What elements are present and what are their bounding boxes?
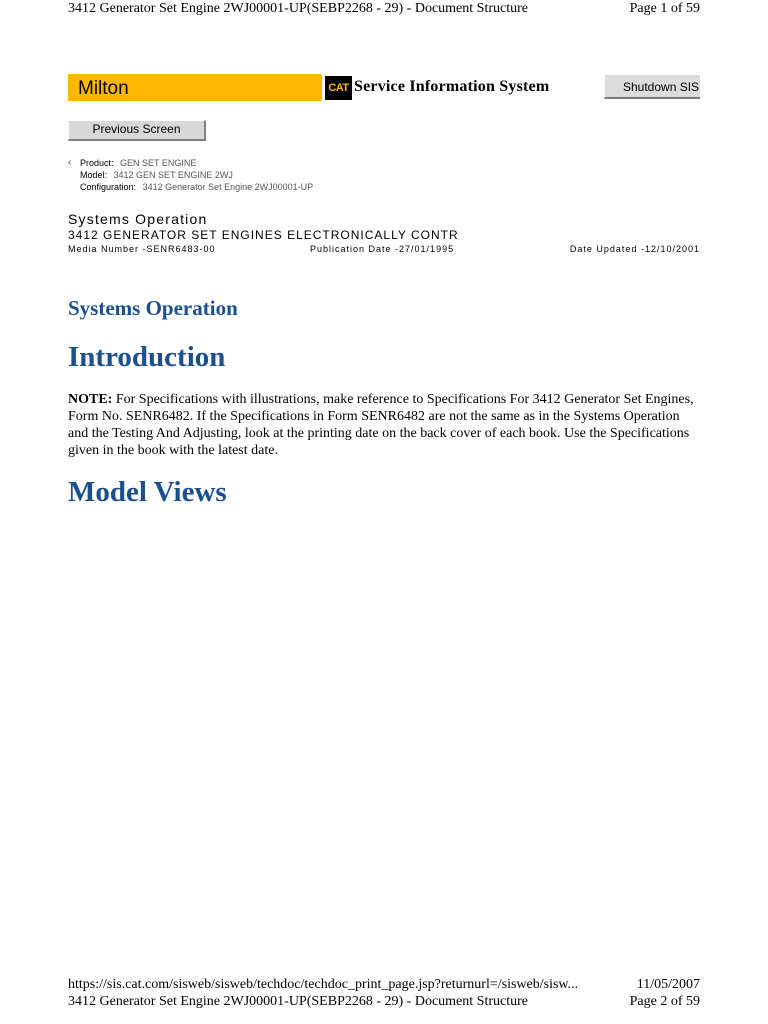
breadcrumb-configuration-row	[68, 181, 313, 193]
breadcrumb	[68, 157, 313, 193]
configuration-value: 3412 Generator Set Engine 2WJ00001-UP	[142, 182, 314, 192]
product-label: Product:	[80, 158, 114, 168]
note-label: NOTE:	[68, 392, 113, 407]
model-views-heading: Model Views	[68, 476, 227, 508]
document-meta-row	[68, 243, 700, 255]
print-footer-url: https://sis.cat.com/sisweb/sisweb/techdoc/techdoc_print_page.jsp?returnurl=/sisweb/sisw...	[68, 977, 579, 992]
previous-screen-button[interactable]: Previous Screen	[68, 120, 206, 141]
system-title: Service Information System	[354, 78, 550, 95]
sis-banner	[68, 73, 700, 102]
configuration-label: Configuration:	[80, 182, 137, 192]
model-value: 3412 GEN SET ENGINE 2WJ	[113, 170, 233, 180]
section-heading: Systems Operation	[68, 296, 238, 320]
print-footer-page: Page 2 of 59	[629, 994, 700, 1009]
print-header-page: Page 1 of 59	[629, 1, 700, 16]
print-footer	[68, 976, 700, 1010]
publication-date: Publication Date -27/01/1995	[310, 244, 455, 254]
breadcrumb-model-row	[68, 169, 313, 181]
introduction-heading: Introduction	[68, 341, 226, 373]
product-value: GEN SET ENGINE	[120, 158, 197, 168]
print-footer-title: 3412 Generator Set Engine 2WJ00001-UP(SEBP2268 - 29) - Document Structure	[68, 994, 528, 1009]
dealer-box	[68, 74, 322, 101]
date-updated: Date Updated -12/10/2001	[569, 244, 700, 254]
print-header-title: 3412 Generator Set Engine 2WJ00001-UP(SEBP2268 - 29) - Document Structure	[68, 1, 528, 16]
cat-logo-icon: CAT	[325, 76, 352, 100]
document-title: Systems Operation	[68, 211, 208, 227]
note-text: For Specifications with illustrations, make reference to Specifications For 3412 Generator Set Engines, Form No. SENR6482. If the Specifications in Form SENR6482 are not the same as in the Systems Operation and the Testing And Adjusting, look at the printing date on the back cover of each book. Use the Specifications given in the book with the latest date.	[68, 392, 694, 458]
note-paragraph	[68, 391, 700, 459]
print-header	[68, 0, 700, 20]
dealer-name: Milton	[78, 78, 129, 99]
chevron-left-icon[interactable]: ‹	[68, 157, 72, 168]
shutdown-sis-button[interactable]: Shutdown SIS	[604, 74, 700, 99]
breadcrumb-product-row	[68, 157, 313, 169]
media-number: Media Number -SENR6483-00	[68, 244, 216, 254]
document-meta	[68, 210, 700, 255]
print-footer-title-row	[68, 993, 700, 1010]
document-subtitle: 3412 GENERATOR SET ENGINES ELECTRONICALLY CONTR	[68, 228, 459, 242]
print-footer-url-row	[68, 976, 700, 993]
model-label: Model:	[80, 170, 108, 180]
print-footer-date: 11/05/2007	[636, 977, 700, 992]
